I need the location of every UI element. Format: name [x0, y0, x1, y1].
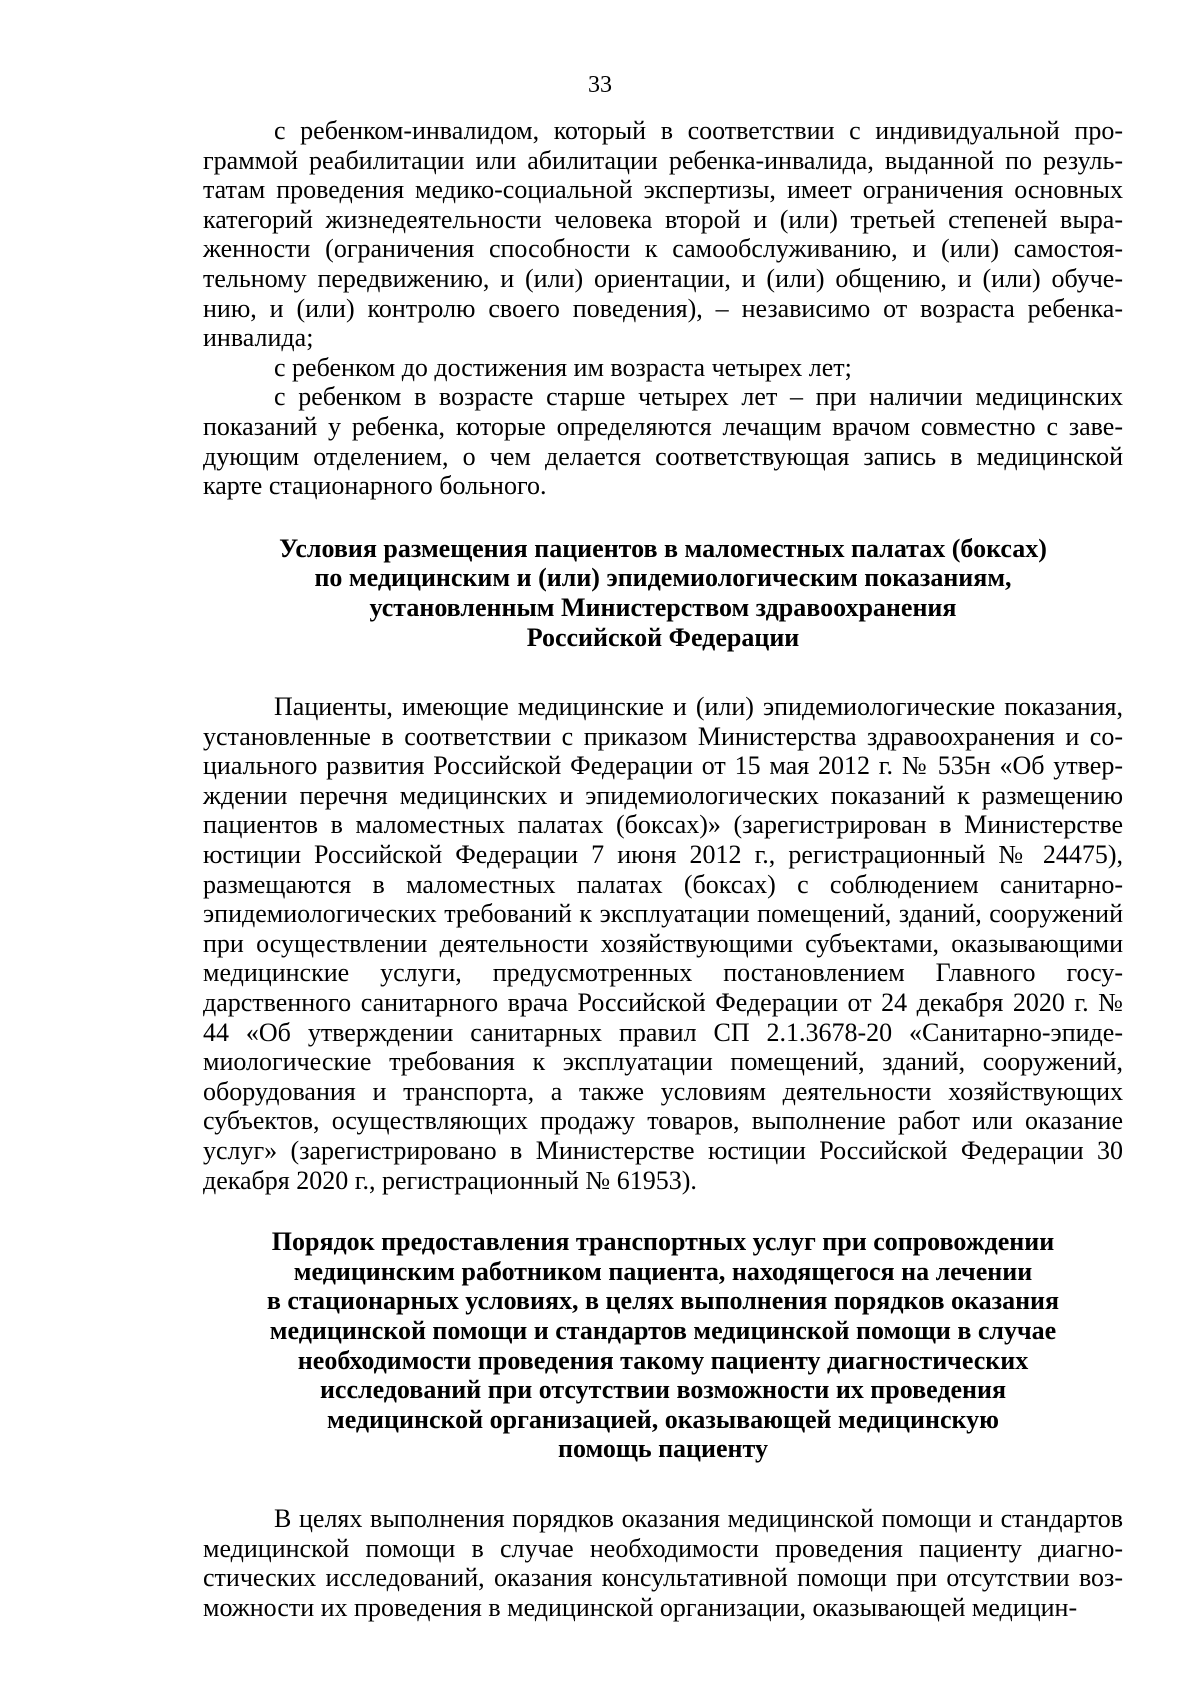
heading-line: медицинской организацией, оказывающей медицинскую	[326, 1404, 999, 1434]
heading-line: Российской Федерации	[526, 622, 800, 652]
heading-line: медицинской помощи и стандартов медицинской помощи в случае	[269, 1315, 1057, 1345]
heading-line: медицинским работником пациента, находящегося на лечении	[293, 1256, 1033, 1286]
paragraph-transport: В целях выполнения порядков оказания медицинской помощи и стандартов медицинской помощи в случае необходимости проведения пациенту диагностических исследований, оказания консультативной помощи при отсутствии возможности их проведения в медицинской организации, оказывающей медицин-	[203, 1503, 1123, 1622]
paragraph-small-wards: Пациенты, имеющие медицинские и (или) эпидемиологические показания, установленные в соответствии с приказом Министерства здравоохранения и социального развития Российской Федерации от 15 мая 2012 г. № 535н «Об утверждении перечня медицинских и эпидемиологических показаний к размещению пациентов в маломестных палатах (боксах)» (зарегистрирован в Министерстве юстиции Российской Федерации 7 июня 2012 г., регистрационный № 24475), размещаются в маломестных палатах (боксах) с соблюдением санитарно-эпидемиологических требований к эксплуатации помещений, зданий, сооружений при осуществлении деятельности хозяйствующими субъектами, оказывающими медицинские услуги, предусмотренных постановлением Главного государственного санитарного врача Российской Федерации от 24 декабря 2020 г. № 44 «Об утверждении санитарных правил СП 2.1.3678-20 «Санитарно-эпидемиологические требования к эксплуатации помещений, зданий, сооружений, оборудования и транспорта, а также условиям деятельности хозяйствующих субъектов, осуществляющих продажу товаров, выполнение работ или оказание услуг» (зарегистрировано в Министерстве юстиции Российской Федерации 30 декабря 2020 г., регистрационный № 61953).	[203, 692, 1123, 1195]
page-number: 33	[588, 72, 612, 98]
section-heading-transport	[203, 1227, 1123, 1464]
heading-line: установленным Министерством здравоохранения	[369, 592, 957, 622]
paragraph-child-under-four: с ребенком до достижения им возраста четырех лет;	[274, 352, 852, 382]
heading-line: в стационарных условиях, в целях выполнения порядков оказания	[266, 1286, 1060, 1316]
heading-line: Порядок предоставления транспортных услуг при сопровождении	[271, 1227, 1055, 1257]
document-body	[203, 116, 1123, 1622]
heading-line: помощь пациенту	[558, 1434, 768, 1464]
heading-line: исследований при отсутствии возможности их проведения	[319, 1375, 1007, 1405]
heading-line: Условия размещения пациентов в маломестных палатах (боксах)	[279, 533, 1047, 563]
paragraph-disabled-child: с ребенком-инвалидом, который в соответствии с индивидуальной программой реабилитации или абилитации ребенка-инвалида, выданной по результатам проведения медико-социальной экспертизы, имеет ограничения основных категорий жизнедеятельности человека второй и (или) третьей степеней выраженности (ограничения способности к самообслуживанию, и (или) самостоятельному передвижению, и (или) ориентации, и (или) общению, и (или) обучению, и (или) контролю своего поведения), – независимо от возраста ребенка-инвалида;	[203, 116, 1123, 353]
paragraph-child-over-four: с ребенком в возрасте старше четырех лет – при наличии медицинских показаний у ребенка, которые определяются лечащим врачом совместно с заведующим отделением, о чем делается соответствующая запись в медицинской карте стационарного больного.	[203, 382, 1123, 501]
heading-line: по медицинским и (или) эпидемиологическим показаниям,	[314, 563, 1012, 593]
section-intro	[203, 116, 1123, 501]
heading-line: необходимости проведения такому пациенту диагностических	[297, 1345, 1029, 1375]
section-heading-small-wards	[203, 534, 1123, 652]
